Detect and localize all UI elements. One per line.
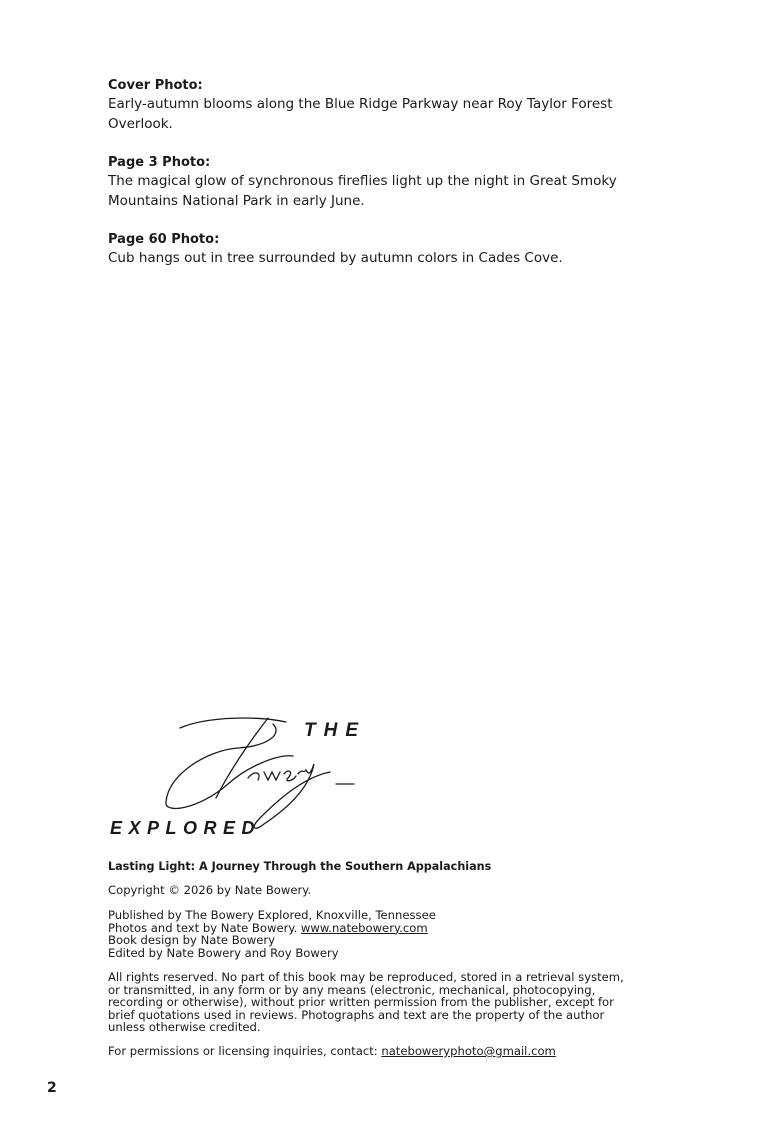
rights-statement: All rights reserved. No part of this book may be reproduced, stored in a retrieval system, or transmitted, in any form or by any means (electronic, mechanical, photocopying, recording or otherwise), without prior written permission from the publisher, except for brief quotations used in reviews. Photographs and text are the property of the author unless otherwise credited.	[108, 970, 624, 1034]
caption-text: Cub hangs out in tree surrounded by autumn colors in Cades Cove.	[108, 250, 563, 266]
caption-text: The magical glow of synchronous fireflies light up the night in Great Smoky Mountains National Park in early June.	[108, 173, 617, 209]
published-by: Published by The Bowery Explored, Knoxville, Tennessee	[108, 908, 436, 922]
page60-photo-caption	[108, 230, 628, 269]
email-link[interactable]: nateboweryphoto@gmail.com	[381, 1044, 556, 1058]
cover-photo-caption	[108, 76, 628, 134]
copyright-line: Copyright © 2026 by Nate Bowery.	[108, 883, 312, 897]
credits-block	[108, 909, 648, 959]
contact-line: For permissions or licensing inquiries, contact: nateboweryphoto@gmail.com	[108, 1044, 556, 1058]
caption-title: Cover Photo:	[108, 78, 203, 93]
page3-photo-caption	[108, 153, 628, 211]
caption-text: Early-autumn blooms along the Blue Ridge Parkway near Roy Taylor Forest Overlook.	[108, 96, 613, 132]
logo-the-text: THE	[304, 720, 366, 741]
caption-title: Page 3 Photo:	[108, 155, 211, 170]
design-credit: Book design by Nate Bowery	[108, 933, 276, 947]
page-number: 2	[47, 1080, 57, 1096]
caption-title: Page 60 Photo:	[108, 232, 220, 247]
website-link[interactable]: www.natebowery.com	[300, 920, 428, 935]
logo-explored-text: EXPLORED	[110, 818, 262, 838]
book-title	[108, 860, 648, 874]
photos-text-credit: Photos and text by Nate Bowery. www.natebowery.com	[108, 920, 428, 935]
edited-credit: Edited by Nate Bowery and Roy Bowery	[108, 945, 339, 960]
bowery-explored-logo	[108, 714, 378, 842]
book-title-text: Lasting Light: A Journey Through the Southern Appalachians	[108, 860, 492, 873]
